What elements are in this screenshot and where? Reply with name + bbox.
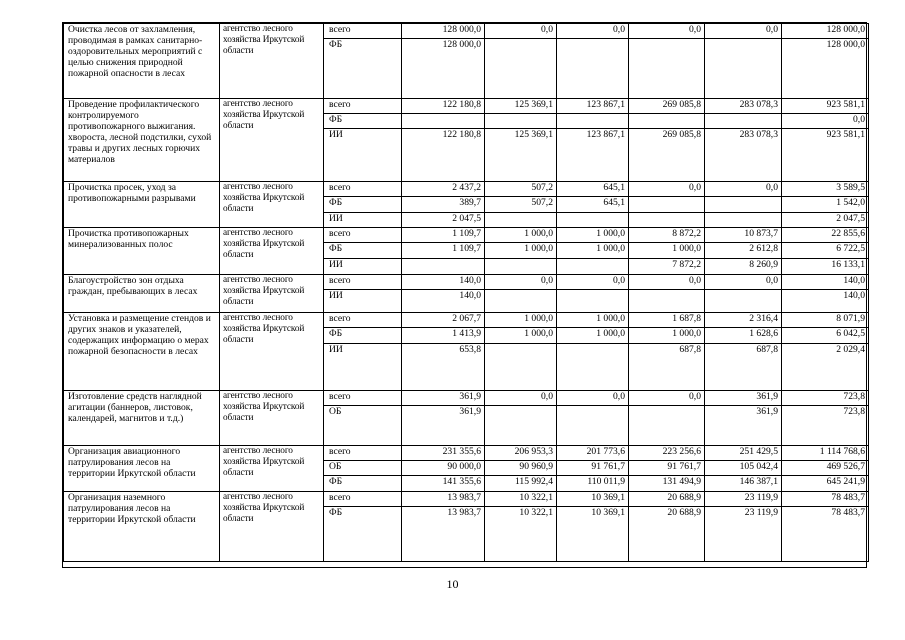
year-value-cell: 0,0 [629, 275, 705, 290]
year-value-cell: 1 000,0 [485, 243, 557, 259]
year-value-cell: 1 000,0 [557, 243, 629, 259]
total-value-cell: 16 133,1 [782, 259, 869, 275]
year-value-cell: 0,0 [485, 24, 557, 39]
measure-name: Изготовление средств наглядной агитации (баннеров, листовок, календарей, магнитов и т.д.) [64, 391, 220, 446]
table-row [64, 228, 869, 243]
year-value-cell: 1 000,0 [557, 228, 629, 243]
year-value-cell: 1 000,0 [485, 228, 557, 243]
year-value-cell: 23 119,9 [705, 492, 782, 507]
year-value-cell: 123 867,1 [557, 99, 629, 114]
year-value-cell: 0,0 [485, 275, 557, 290]
total-value-cell: 22 855,6 [782, 228, 869, 243]
year-value-cell: 653,8 [402, 344, 485, 391]
funding-source: ИИ [324, 290, 402, 313]
year-value-cell: 251 429,5 [705, 446, 782, 461]
year-value-cell: 1 109,7 [402, 243, 485, 259]
financing-table [63, 23, 869, 562]
financing-table-frame [62, 22, 867, 568]
year-value-cell: 0,0 [629, 391, 705, 406]
year-value-cell: 110 011,9 [557, 476, 629, 492]
year-value-cell [485, 344, 557, 391]
funding-source: ОБ [324, 406, 402, 446]
funding-source: ФБ [324, 39, 402, 99]
year-value-cell: 1 000,0 [557, 313, 629, 328]
year-value-cell: 0,0 [557, 24, 629, 39]
year-value-cell [485, 213, 557, 228]
funding-source: ИИ [324, 129, 402, 182]
measure-name: Организация наземного патрулирования лесов на территории Иркутской области [64, 492, 220, 562]
year-value-cell: 10 369,1 [557, 492, 629, 507]
year-value-cell: 1 000,0 [629, 328, 705, 344]
year-value-cell: 90 000,0 [402, 461, 485, 476]
year-value-cell: 1 109,7 [402, 228, 485, 243]
year-value-cell: 645,1 [557, 182, 629, 197]
year-value-cell: 10 873,7 [705, 228, 782, 243]
year-value-cell: 361,9 [402, 391, 485, 406]
year-value-cell [705, 39, 782, 99]
funding-source: всего [324, 391, 402, 406]
year-value-cell [485, 39, 557, 99]
year-value-cell: 146 387,1 [705, 476, 782, 492]
year-value-cell: 1 628,6 [705, 328, 782, 344]
year-value-cell [629, 213, 705, 228]
year-value-cell: 269 085,8 [629, 99, 705, 114]
funding-source: всего [324, 182, 402, 197]
table-row [64, 182, 869, 197]
funding-source: всего [324, 228, 402, 243]
executor-name: агентство лесного хозяйства Иркутской области [220, 275, 324, 313]
year-value-cell: 645,1 [557, 197, 629, 213]
year-value-cell [629, 39, 705, 99]
year-value-cell: 269 085,8 [629, 129, 705, 182]
year-value-cell: 0,0 [557, 275, 629, 290]
total-value-cell: 8 071,9 [782, 313, 869, 328]
funding-source: ФБ [324, 243, 402, 259]
executor-name: агентство лесного хозяйства Иркутской области [220, 313, 324, 391]
table-row [64, 99, 869, 114]
measure-name: Очистка лесов от захламления, проводимая в рамках санитарно-оздоровительных мероприятий с целью снижения природной пожарной опасности в лесах [64, 24, 220, 99]
year-value-cell: 507,2 [485, 197, 557, 213]
year-value-cell: 8 872,2 [629, 228, 705, 243]
year-value-cell: 231 355,6 [402, 446, 485, 461]
year-value-cell: 1 000,0 [629, 243, 705, 259]
year-value-cell [629, 114, 705, 129]
year-value-cell [402, 259, 485, 275]
year-value-cell [705, 213, 782, 228]
funding-source: ФБ [324, 197, 402, 213]
year-value-cell [557, 344, 629, 391]
year-value-cell [557, 259, 629, 275]
measure-name: Благоустройство зон отдыха граждан, пребывающих в лесах [64, 275, 220, 313]
year-value-cell: 0,0 [629, 182, 705, 197]
table-row [64, 446, 869, 461]
page-number: 10 [446, 577, 459, 591]
year-value-cell: 105 042,4 [705, 461, 782, 476]
year-value-cell: 223 256,6 [629, 446, 705, 461]
measure-name: Организация авиационного патрулирования лесов на территории Иркутской области [64, 446, 220, 492]
year-value-cell: 140,0 [402, 275, 485, 290]
year-value-cell: 141 355,6 [402, 476, 485, 492]
year-value-cell: 1 000,0 [557, 328, 629, 344]
year-value-cell: 123 867,1 [557, 129, 629, 182]
year-value-cell: 23 119,9 [705, 507, 782, 562]
total-value-cell: 6 042,5 [782, 328, 869, 344]
year-value-cell [485, 406, 557, 446]
funding-source: ФБ [324, 476, 402, 492]
year-value-cell [705, 197, 782, 213]
funding-source: ИИ [324, 344, 402, 391]
year-value-cell: 90 960,9 [485, 461, 557, 476]
year-value-cell [485, 290, 557, 313]
year-value-cell: 2 067,7 [402, 313, 485, 328]
executor-name: агентство лесного хозяйства Иркутской области [220, 182, 324, 228]
year-value-cell: 125 369,1 [485, 99, 557, 114]
year-value-cell: 2 316,4 [705, 313, 782, 328]
year-value-cell: 10 322,1 [485, 507, 557, 562]
year-value-cell [629, 197, 705, 213]
measure-name: Прочистка противопожарных минерализованных полос [64, 228, 220, 275]
total-value-cell: 923 581,1 [782, 99, 869, 114]
funding-source: всего [324, 24, 402, 39]
year-value-cell: 20 688,9 [629, 492, 705, 507]
total-value-cell: 1 542,0 [782, 197, 869, 213]
year-value-cell: 128 000,0 [402, 39, 485, 99]
executor-name: агентство лесного хозяйства Иркутской области [220, 446, 324, 492]
total-value-cell: 2 029,4 [782, 344, 869, 391]
year-value-cell: 7 872,2 [629, 259, 705, 275]
year-value-cell: 389,7 [402, 197, 485, 213]
total-value-cell: 140,0 [782, 275, 869, 290]
table-row [64, 391, 869, 406]
total-value-cell: 3 589,5 [782, 182, 869, 197]
year-value-cell [629, 290, 705, 313]
year-value-cell: 283 078,3 [705, 99, 782, 114]
year-value-cell: 1 687,8 [629, 313, 705, 328]
table-row [64, 24, 869, 39]
year-value-cell: 1 000,0 [485, 313, 557, 328]
year-value-cell: 1 413,9 [402, 328, 485, 344]
year-value-cell: 125 369,1 [485, 129, 557, 182]
year-value-cell: 361,9 [402, 406, 485, 446]
executor-name: агентство лесного хозяйства Иркутской области [220, 492, 324, 562]
executor-name: агентство лесного хозяйства Иркутской области [220, 391, 324, 446]
total-value-cell: 1 114 768,6 [782, 446, 869, 461]
executor-name: агентство лесного хозяйства Иркутской области [220, 24, 324, 99]
executor-name: агентство лесного хозяйства Иркутской области [220, 99, 324, 182]
year-value-cell: 2 437,2 [402, 182, 485, 197]
year-value-cell: 10 369,1 [557, 507, 629, 562]
funding-source: всего [324, 99, 402, 114]
year-value-cell: 687,8 [629, 344, 705, 391]
year-value-cell: 91 761,7 [629, 461, 705, 476]
measure-name: Установка и размещение стендов и других знаков и указателей, содержащих информацию о мерах пожарной безопасности в лесах [64, 313, 220, 391]
year-value-cell: 122 180,8 [402, 99, 485, 114]
funding-source: ФБ [324, 114, 402, 129]
total-value-cell: 140,0 [782, 290, 869, 313]
total-value-cell: 723,8 [782, 391, 869, 406]
table-row [64, 492, 869, 507]
year-value-cell: 13 983,7 [402, 492, 485, 507]
year-value-cell [557, 406, 629, 446]
funding-source: ОБ [324, 461, 402, 476]
total-value-cell: 78 483,7 [782, 507, 869, 562]
year-value-cell: 2 047,5 [402, 213, 485, 228]
measure-name: Проведение профилактического контролируемого противопожарного выжигания. хвороста, лесной подстилки, сухой травы и других лесных горючих материалов [64, 99, 220, 182]
year-value-cell: 8 260,9 [705, 259, 782, 275]
year-value-cell: 91 761,7 [557, 461, 629, 476]
year-value-cell: 507,2 [485, 182, 557, 197]
year-value-cell [557, 213, 629, 228]
year-value-cell: 10 322,1 [485, 492, 557, 507]
year-value-cell: 122 180,8 [402, 129, 485, 182]
funding-source: всего [324, 492, 402, 507]
year-value-cell: 1 000,0 [485, 328, 557, 344]
year-value-cell: 115 992,4 [485, 476, 557, 492]
table-row [64, 313, 869, 328]
year-value-cell: 361,9 [705, 391, 782, 406]
year-value-cell: 201 773,6 [557, 446, 629, 461]
funding-source: всего [324, 275, 402, 290]
year-value-cell [557, 290, 629, 313]
year-value-cell [485, 114, 557, 129]
year-value-cell [485, 259, 557, 275]
year-value-cell [705, 114, 782, 129]
executor-name: агентство лесного хозяйства Иркутской области [220, 228, 324, 275]
total-value-cell: 723,8 [782, 406, 869, 446]
year-value-cell: 131 494,9 [629, 476, 705, 492]
year-value-cell: 20 688,9 [629, 507, 705, 562]
year-value-cell: 128 000,0 [402, 24, 485, 39]
year-value-cell: 0,0 [705, 182, 782, 197]
year-value-cell: 0,0 [705, 24, 782, 39]
year-value-cell: 283 078,3 [705, 129, 782, 182]
year-value-cell: 0,0 [629, 24, 705, 39]
funding-source: ФБ [324, 328, 402, 344]
funding-source: ФБ [324, 507, 402, 562]
year-value-cell: 361,9 [705, 406, 782, 446]
total-value-cell: 128 000,0 [782, 39, 869, 99]
table-row [64, 275, 869, 290]
funding-source: ИИ [324, 213, 402, 228]
funding-source: ИИ [324, 259, 402, 275]
funding-source: всего [324, 313, 402, 328]
total-value-cell: 0,0 [782, 114, 869, 129]
year-value-cell: 206 953,3 [485, 446, 557, 461]
year-value-cell [629, 406, 705, 446]
year-value-cell: 0,0 [485, 391, 557, 406]
total-value-cell: 78 483,7 [782, 492, 869, 507]
total-value-cell: 128 000,0 [782, 24, 869, 39]
year-value-cell: 13 983,7 [402, 507, 485, 562]
measure-name: Прочистка просек, уход за противопожарными разрывами [64, 182, 220, 228]
year-value-cell [557, 114, 629, 129]
year-value-cell [402, 114, 485, 129]
year-value-cell: 687,8 [705, 344, 782, 391]
total-value-cell: 923 581,1 [782, 129, 869, 182]
year-value-cell: 0,0 [705, 275, 782, 290]
total-value-cell: 2 047,5 [782, 213, 869, 228]
year-value-cell: 2 612,8 [705, 243, 782, 259]
total-value-cell: 645 241,9 [782, 476, 869, 492]
total-value-cell: 469 526,7 [782, 461, 869, 476]
year-value-cell: 0,0 [557, 391, 629, 406]
year-value-cell [557, 39, 629, 99]
funding-source: всего [324, 446, 402, 461]
year-value-cell [705, 290, 782, 313]
year-value-cell: 140,0 [402, 290, 485, 313]
total-value-cell: 6 722,5 [782, 243, 869, 259]
